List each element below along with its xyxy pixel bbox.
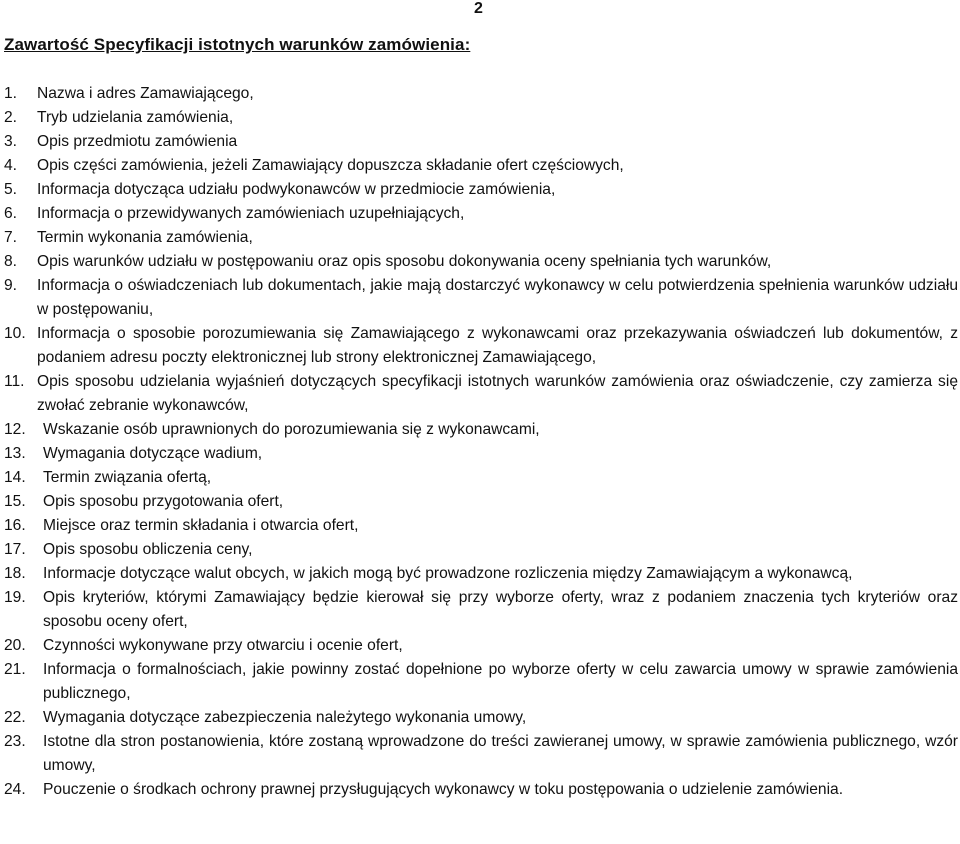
item-number: 1. bbox=[4, 85, 18, 102]
item-number: 17. bbox=[4, 541, 26, 558]
item-text: Wskazanie osób uprawnionych do porozumiewania się z wykonawcami, bbox=[43, 421, 540, 438]
item-number: 11. bbox=[4, 373, 25, 390]
item-text: Informacja o oświadczeniach lub dokumentach, jakie mają dostarczyć wykonawcy w celu potwierdzenia spełnienia warunków udziału w postępowaniu, bbox=[37, 277, 958, 318]
list-item bbox=[4, 634, 958, 658]
list-item bbox=[4, 226, 958, 250]
item-number: 8. bbox=[4, 253, 18, 270]
item-number: 18. bbox=[4, 565, 26, 582]
list-item bbox=[4, 322, 958, 370]
item-text: Tryb udzielania zamówienia, bbox=[37, 109, 234, 126]
list-item bbox=[4, 586, 958, 634]
item-number: 12. bbox=[4, 421, 26, 438]
list-item bbox=[4, 706, 958, 730]
contents-list bbox=[4, 82, 958, 802]
list-item bbox=[4, 658, 958, 706]
list-item bbox=[4, 442, 958, 466]
item-number: 3. bbox=[4, 133, 18, 150]
list-item bbox=[4, 154, 958, 178]
item-text: Wymagania dotyczące zabezpieczenia należytego wykonania umowy, bbox=[43, 709, 527, 726]
item-text: Opis części zamówienia, jeżeli Zamawiający dopuszcza składanie ofert częściowych, bbox=[37, 157, 624, 174]
list-item bbox=[4, 514, 958, 538]
item-text: Informacje dotyczące walut obcych, w jakich mogą być prowadzone rozliczenia między Zamawiającym a wykonawcą, bbox=[43, 565, 853, 582]
list-item bbox=[4, 274, 958, 322]
item-number: 24. bbox=[4, 781, 26, 798]
list-item bbox=[4, 490, 958, 514]
list-item bbox=[4, 778, 958, 802]
item-text: Opis kryteriów, którymi Zamawiający będzie kierował się przy wyborze oferty, wraz z podaniem znaczenia tych kryteriów oraz sposobu oceny ofert, bbox=[43, 589, 958, 630]
list-item bbox=[4, 538, 958, 562]
list-item bbox=[4, 562, 958, 586]
document-heading: Zawartość Specyfikacji istotnych warunków zamówienia: bbox=[4, 35, 471, 54]
item-number: 14. bbox=[4, 469, 26, 486]
item-text: Pouczenie o środkach ochrony prawnej przysługujących wykonawcy w toku postępowania o udzielenie zamówienia. bbox=[43, 781, 844, 798]
list-item bbox=[4, 82, 958, 106]
list-item bbox=[4, 466, 958, 490]
item-text: Nazwa i adres Zamawiającego, bbox=[37, 85, 254, 102]
item-number: 13. bbox=[4, 445, 26, 462]
item-number: 21. bbox=[4, 661, 26, 678]
item-text: Opis przedmiotu zamówienia bbox=[37, 133, 238, 150]
item-number: 20. bbox=[4, 637, 26, 654]
item-number: 4. bbox=[4, 157, 18, 174]
item-text: Istotne dla stron postanowienia, które zostaną wprowadzone do treści zawieranej umowy, w sprawie zamówienia publicznego, wzór umowy, bbox=[43, 733, 958, 774]
item-text: Opis sposobu przygotowania ofert, bbox=[43, 493, 284, 510]
item-text: Opis sposobu udzielania wyjaśnień dotyczących specyfikacji istotnych warunków zamówienia oraz oświadczenie, czy zamierza się zwołać zebranie wykonawców, bbox=[37, 373, 958, 414]
list-item bbox=[4, 178, 958, 202]
list-item bbox=[4, 730, 958, 778]
item-text: Opis sposobu obliczenia ceny, bbox=[43, 541, 253, 558]
list-item bbox=[4, 130, 958, 154]
item-number: 6. bbox=[4, 205, 18, 222]
item-number: 22. bbox=[4, 709, 26, 726]
item-text: Termin związania ofertą, bbox=[43, 469, 212, 486]
list-item bbox=[4, 250, 958, 274]
item-text: Termin wykonania zamówienia, bbox=[37, 229, 253, 246]
item-number: 9. bbox=[4, 277, 18, 294]
item-number: 7. bbox=[4, 229, 18, 246]
item-number: 15. bbox=[4, 493, 26, 510]
item-text: Informacja o przewidywanych zamówieniach uzupełniających, bbox=[37, 205, 465, 222]
item-number: 23. bbox=[4, 733, 26, 750]
item-number: 19. bbox=[4, 589, 26, 606]
item-text: Opis warunków udziału w postępowaniu oraz opis sposobu dokonywania oceny spełniania tych warunków, bbox=[37, 253, 772, 270]
item-text: Wymagania dotyczące wadium, bbox=[43, 445, 263, 462]
item-number: 2. bbox=[4, 109, 18, 126]
list-item bbox=[4, 370, 958, 418]
item-text: Czynności wykonywane przy otwarciu i ocenie ofert, bbox=[43, 637, 403, 654]
list-item bbox=[4, 106, 958, 130]
item-text: Informacja dotycząca udziału podwykonawców w przedmiocie zamówienia, bbox=[37, 181, 556, 198]
item-number: 5. bbox=[4, 181, 18, 198]
page-number: 2 bbox=[474, 0, 483, 17]
item-text: Informacja o sposobie porozumiewania się Zamawiającego z wykonawcami oraz przekazywania oświadczeń lub dokumentów, z podaniem adresu poczty elektronicznej lub strony elektronicznej Zamawiającego, bbox=[37, 325, 958, 366]
item-text: Miejsce oraz termin składania i otwarcia ofert, bbox=[43, 517, 359, 534]
item-number: 16. bbox=[4, 517, 26, 534]
item-number: 10. bbox=[4, 325, 26, 342]
list-item bbox=[4, 202, 958, 226]
list-item bbox=[4, 418, 958, 442]
item-text: Informacja o formalnościach, jakie powinny zostać dopełnione po wyborze oferty w celu zawarcia umowy w sprawie zamówienia publicznego, bbox=[43, 661, 958, 702]
